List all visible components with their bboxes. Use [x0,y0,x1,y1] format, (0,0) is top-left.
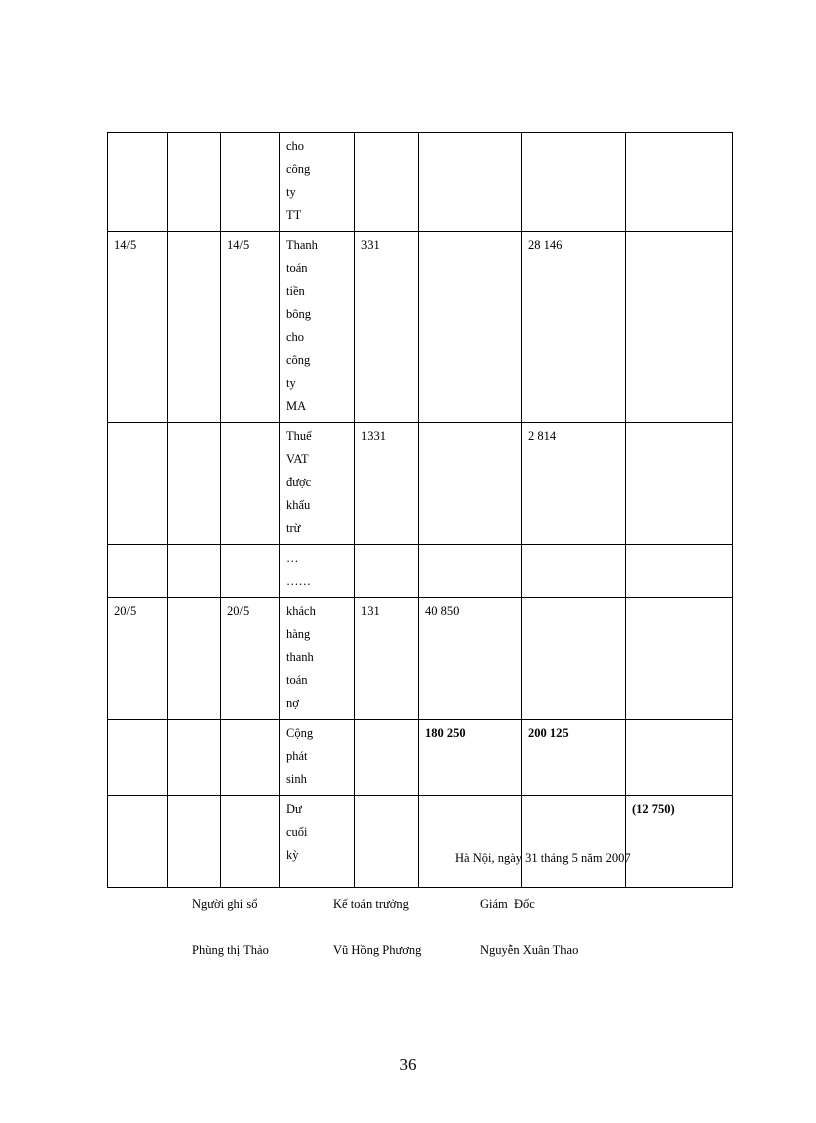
table-row [108,598,733,720]
director-name: Nguyễn Xuân Thao [480,943,579,957]
balance-cell [626,598,733,720]
description-cell [280,720,355,796]
debit-cell [419,423,522,545]
credit-cell: 28 146 [522,232,626,423]
ledger-table [107,132,733,888]
voucher-number-cell [168,423,221,545]
balance-cell [626,232,733,423]
credit-cell [522,598,626,720]
date-cell [108,423,168,545]
account-cell: 1331 [355,423,419,545]
voucher-number-cell [168,133,221,232]
date-cell: 20/5 [108,598,168,720]
credit-cell [522,133,626,232]
account-cell [355,545,419,598]
description-text: cho công ty TT [286,139,311,222]
table-row [108,232,733,423]
chief-accountant-name: Vũ Hồng Phương [333,943,422,957]
voucher-date-cell: 14/5 [221,232,280,423]
voucher-date-cell [221,423,280,545]
date-cell [108,796,168,888]
voucher-number-cell [168,796,221,888]
table-row [108,133,733,232]
credit-cell [522,545,626,598]
balance-cell [626,720,733,796]
date-cell: 14/5 [108,232,168,423]
description-cell [280,423,355,545]
voucher-number-cell [168,232,221,423]
chief-accountant-title: Kế toán trưởng [333,897,409,911]
account-cell [355,796,419,888]
debit-cell [419,545,522,598]
description-cell [280,545,355,598]
table-row [108,423,733,545]
table-row [108,545,733,598]
description-text: Cộng phát sinh [286,726,314,786]
description-cell [280,232,355,423]
table-row [108,720,733,796]
account-cell: 131 [355,598,419,720]
balance-cell [626,545,733,598]
account-cell: 331 [355,232,419,423]
account-cell [355,720,419,796]
table-row [108,796,733,888]
closing-balance-cell: (12 750) [626,796,733,888]
voucher-date-cell [221,545,280,598]
description-text: … …… [286,551,311,588]
description-cell [280,796,355,888]
debit-cell [419,133,522,232]
voucher-number-cell [168,720,221,796]
debit-total-cell: 180 250 [419,720,522,796]
description-text: Thuế VAT được khấu trừ [286,429,312,535]
credit-cell [522,796,626,888]
date-cell [108,133,168,232]
description-text: Dư cuối kỳ [286,802,308,862]
debit-cell [419,796,522,888]
description-text: khách hàng thanh toán nợ [286,604,316,710]
director-title: Giám Đốc [480,897,535,911]
voucher-date-cell: 20/5 [221,598,280,720]
date-cell [108,720,168,796]
credit-cell: 2 814 [522,423,626,545]
recorder-title: Người ghi sổ [192,897,258,911]
account-cell [355,133,419,232]
voucher-date-cell [221,796,280,888]
voucher-number-cell [168,545,221,598]
credit-total-cell: 200 125 [522,720,626,796]
balance-cell [626,423,733,545]
voucher-date-cell [221,133,280,232]
description-cell [280,133,355,232]
place-date: Hà Nội, ngày 31 tháng 5 năm 2007 [455,851,631,865]
recorder-name: Phùng thị Thảo [192,943,269,957]
debit-cell [419,232,522,423]
voucher-date-cell [221,720,280,796]
debit-cell: 40 850 [419,598,522,720]
date-cell [108,545,168,598]
description-cell [280,598,355,720]
balance-cell [626,133,733,232]
description-text: Thanh toán tiền bông cho công ty MA [286,238,318,413]
page-number: 36 [399,1055,417,1074]
voucher-number-cell [168,598,221,720]
